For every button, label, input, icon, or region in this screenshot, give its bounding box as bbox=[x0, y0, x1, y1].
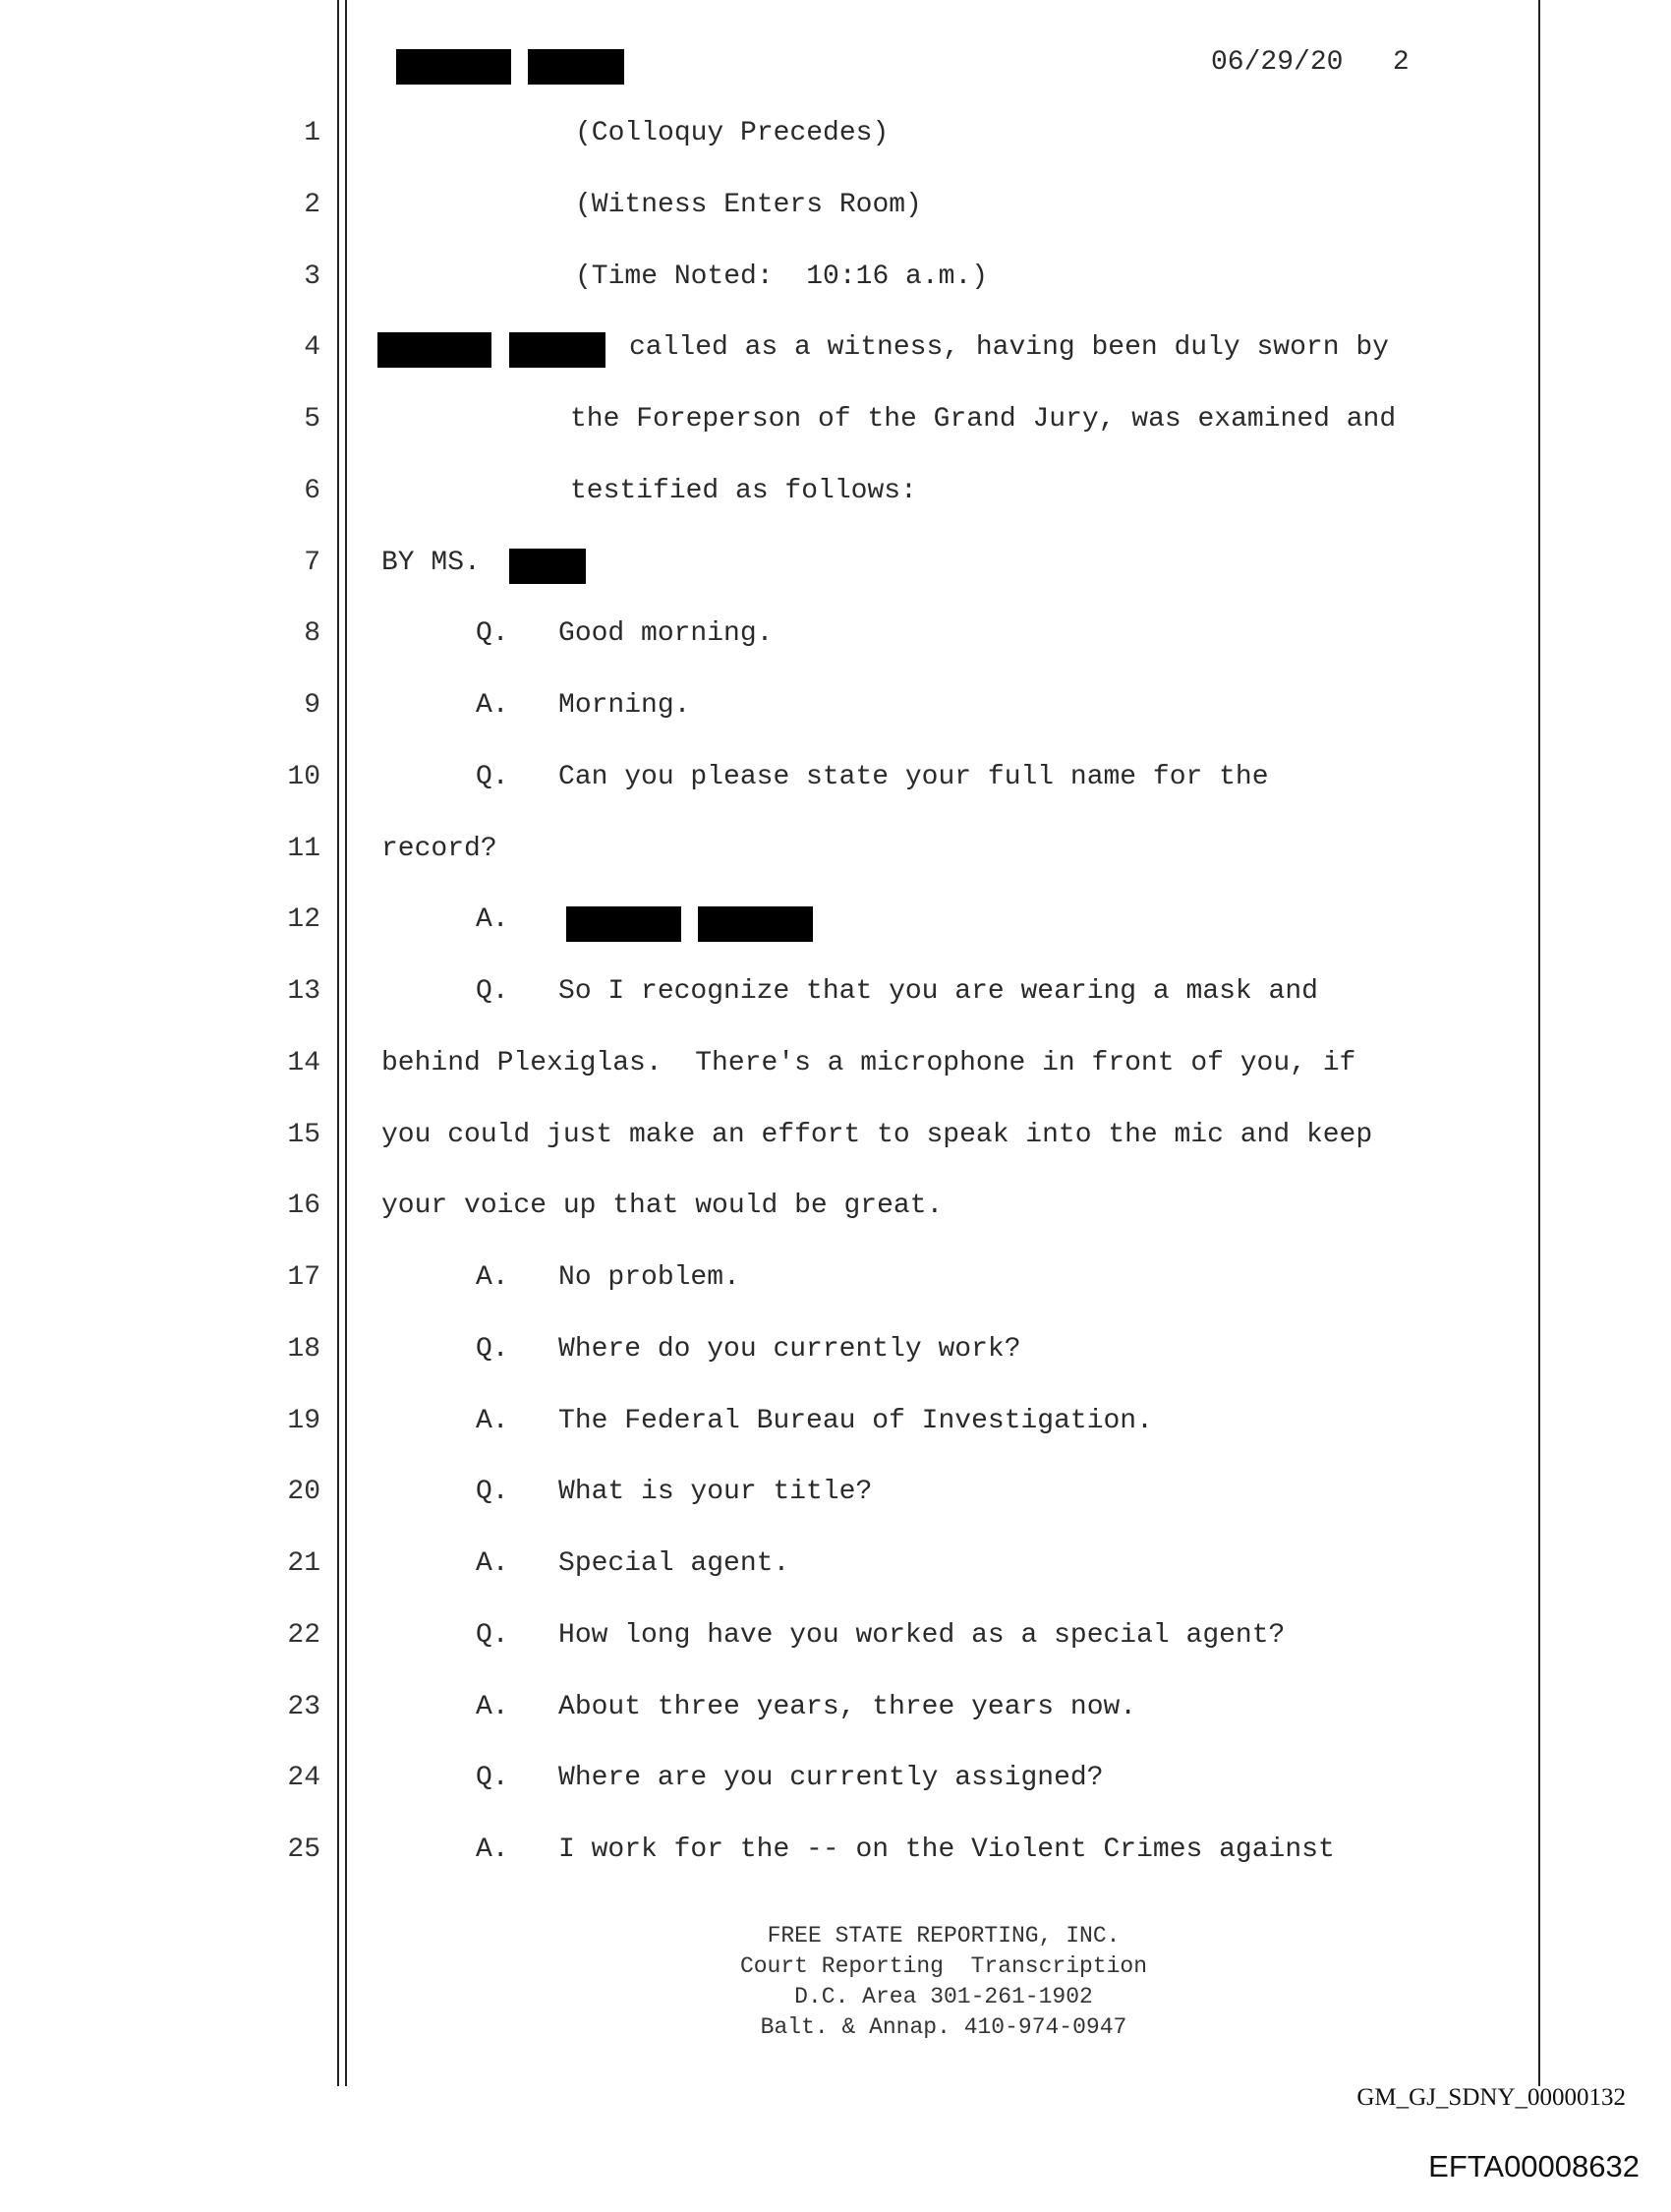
transcript-line: Q. So I recognize that you are wearing a mask and bbox=[476, 976, 1318, 1007]
line-number: 19 bbox=[287, 1405, 320, 1436]
redaction-block bbox=[698, 906, 813, 942]
line-number: 10 bbox=[287, 761, 320, 792]
line-number: 18 bbox=[287, 1333, 320, 1365]
transcript-line: record? bbox=[381, 833, 497, 864]
bates-number: GM_GJ_SDNY_00000132 bbox=[1356, 2084, 1626, 2111]
transcript-line: you could just make an effort to speak into the mic and keep bbox=[381, 1119, 1373, 1150]
right-margin-rule bbox=[1538, 0, 1540, 2086]
transcript-line: Q. Can you please state your full name for the bbox=[476, 761, 1269, 792]
line-number: 11 bbox=[287, 833, 320, 864]
transcript-line: A. No problem. bbox=[476, 1262, 740, 1293]
left-margin-rule-outer bbox=[337, 0, 339, 2086]
redaction-block bbox=[528, 49, 624, 85]
left-margin-rule-inner bbox=[345, 0, 347, 2086]
transcript-line: A. Special agent. bbox=[476, 1548, 790, 1579]
line-number: 7 bbox=[304, 547, 320, 578]
transcript-line: behind Plexiglas. There's a microphone in front of you, if bbox=[381, 1047, 1356, 1078]
transcript-line: BY MS. bbox=[381, 547, 481, 578]
transcript-line: Q. Good morning. bbox=[476, 618, 774, 650]
transcript-line: (Witness Enters Room) bbox=[575, 189, 922, 220]
line-number: 5 bbox=[304, 404, 320, 435]
line-number: 17 bbox=[287, 1262, 320, 1293]
transcript-line: Q. Where do you currently work? bbox=[476, 1333, 1021, 1365]
line-number: 21 bbox=[287, 1548, 320, 1579]
footer-phone-balt: Balt. & Annap. 410-974-0947 bbox=[760, 2014, 1127, 2040]
transcript-line: testified as follows: bbox=[570, 475, 917, 506]
redaction-block bbox=[509, 332, 605, 368]
efta-number: EFTA00008632 bbox=[1428, 2149, 1640, 2183]
line-number: 25 bbox=[287, 1834, 320, 1865]
transcript-line: the Foreperson of the Grand Jury, was examined and bbox=[570, 404, 1397, 435]
header-date: 06/29/20 bbox=[1211, 47, 1344, 78]
transcript-line: called as a witness, having been duly sworn by bbox=[629, 332, 1389, 364]
footer-services: Court Reporting Transcription bbox=[739, 1953, 1148, 1979]
transcript-line: A. About three years, three years now. bbox=[476, 1691, 1137, 1722]
transcript-line: (Time Noted: 10:16 a.m.) bbox=[575, 261, 989, 292]
line-number: 14 bbox=[287, 1047, 320, 1078]
line-number: 16 bbox=[287, 1191, 320, 1222]
redaction-block bbox=[377, 332, 491, 368]
line-number: 8 bbox=[304, 618, 320, 650]
line-number: 2 bbox=[304, 189, 320, 220]
line-number: 6 bbox=[304, 475, 320, 506]
line-number: 13 bbox=[287, 976, 320, 1007]
line-number: 4 bbox=[304, 332, 320, 364]
line-number: 3 bbox=[304, 261, 320, 292]
transcript-line: A. I work for the -- on the Violent Crimes against bbox=[476, 1834, 1335, 1865]
redaction-block bbox=[509, 549, 586, 584]
line-number: 15 bbox=[287, 1119, 320, 1150]
line-number: 24 bbox=[287, 1763, 320, 1794]
transcript-line: Q. What is your title? bbox=[476, 1477, 873, 1508]
line-number: 9 bbox=[304, 690, 320, 721]
line-number: 23 bbox=[287, 1691, 320, 1722]
transcript-line: Q. Where are you currently assigned? bbox=[476, 1763, 1104, 1794]
redaction-block bbox=[396, 49, 511, 85]
transcript-line: your voice up that would be great. bbox=[381, 1191, 944, 1222]
transcript-line: A. The Federal Bureau of Investigation. bbox=[476, 1405, 1153, 1436]
footer-phone-dc: D.C. Area 301-261-1902 bbox=[794, 1984, 1093, 2009]
transcript-line: Q. How long have you worked as a special agent? bbox=[476, 1619, 1286, 1651]
page-header bbox=[1211, 47, 1410, 79]
line-number: 20 bbox=[287, 1477, 320, 1508]
reporter-footer bbox=[570, 1921, 1317, 2043]
line-number: 1 bbox=[304, 118, 320, 148]
transcript-line: A. bbox=[476, 904, 509, 936]
footer-company: FREE STATE REPORTING, INC. bbox=[767, 1923, 1121, 1949]
transcript-line: A. Morning. bbox=[476, 690, 691, 721]
page-number: 2 bbox=[1392, 47, 1410, 78]
transcript-line: (Colloquy Precedes) bbox=[575, 118, 890, 148]
line-number: 12 bbox=[287, 904, 320, 936]
line-number: 22 bbox=[287, 1619, 320, 1651]
redaction-block bbox=[566, 906, 681, 942]
